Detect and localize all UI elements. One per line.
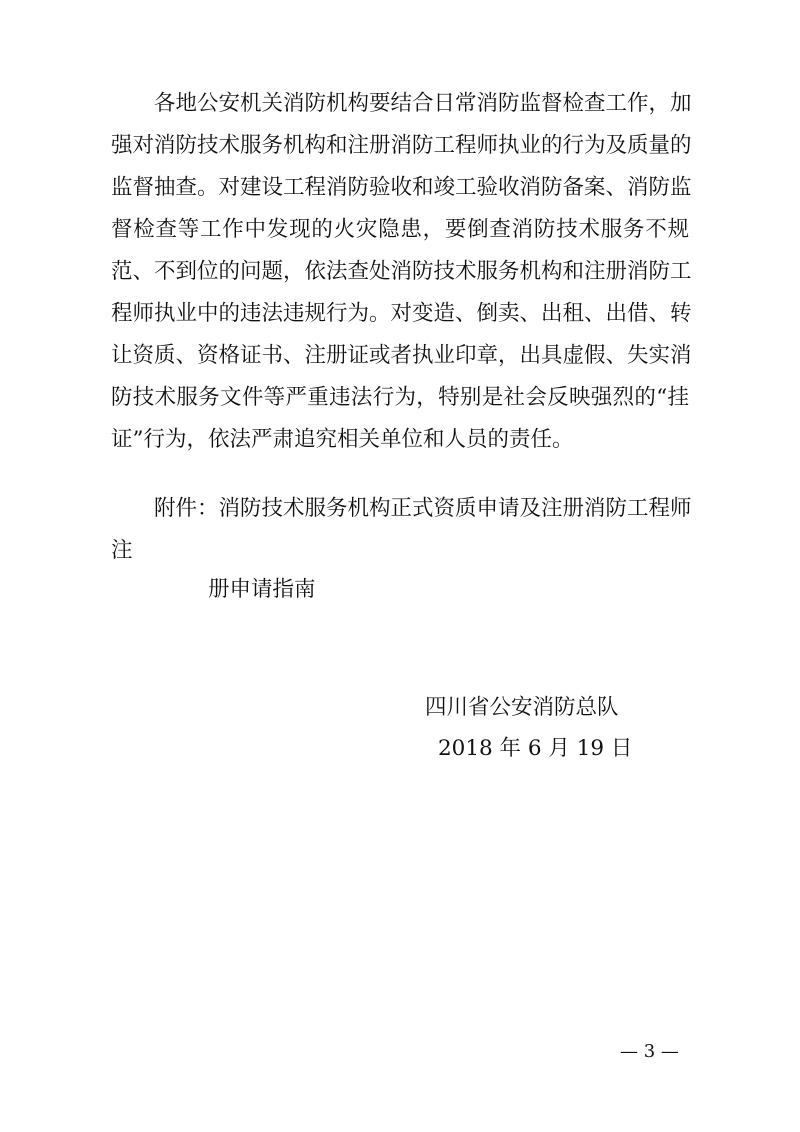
body-line-2: 强对消防技术服务机构和注册消防工程师执业的行为及质量的 (111, 133, 692, 158)
body-line-5: 范、不到位的问题，依法查处消防技术服务机构和注册消防工 (111, 259, 692, 284)
body-line-6: 程师执业中的违法违规行为。对变造、倒卖、出租、出借、转 (111, 301, 692, 326)
body-line-3: 监督抽查。对建设工程消防验收和竣工验收消防备案、消防监 (111, 175, 692, 200)
body-line-8: 防技术服务文件等严重违法行为，特别是社会反映强烈的“挂 (111, 385, 689, 410)
issuer-name: 四川省公安消防总队 (425, 695, 619, 720)
attachment-line-1: 附件：消防技术服务机构正式资质申请及注册消防工程师 (154, 496, 692, 521)
body-line-1: 各地公安机关消防机构要结合日常消防监督检查工作，加 (154, 91, 692, 116)
attachment-line-3: 册申请指南 (208, 577, 316, 602)
body-line-7: 让资质、资格证书、注册证或者执业印章，出具虚假、失实消 (111, 343, 692, 368)
body-line-4: 督检查等工作中发现的火灾隐患，要倒查消防技术服务不规 (111, 217, 689, 242)
issue-date: 2018 年 6 月 19 日 (438, 736, 633, 761)
body-line-9: 证”行为，依法严肃追究相关单位和人员的责任。 (111, 427, 574, 452)
attachment-line-2: 注 (111, 538, 133, 563)
page-number: — 3 — (620, 1041, 679, 1062)
